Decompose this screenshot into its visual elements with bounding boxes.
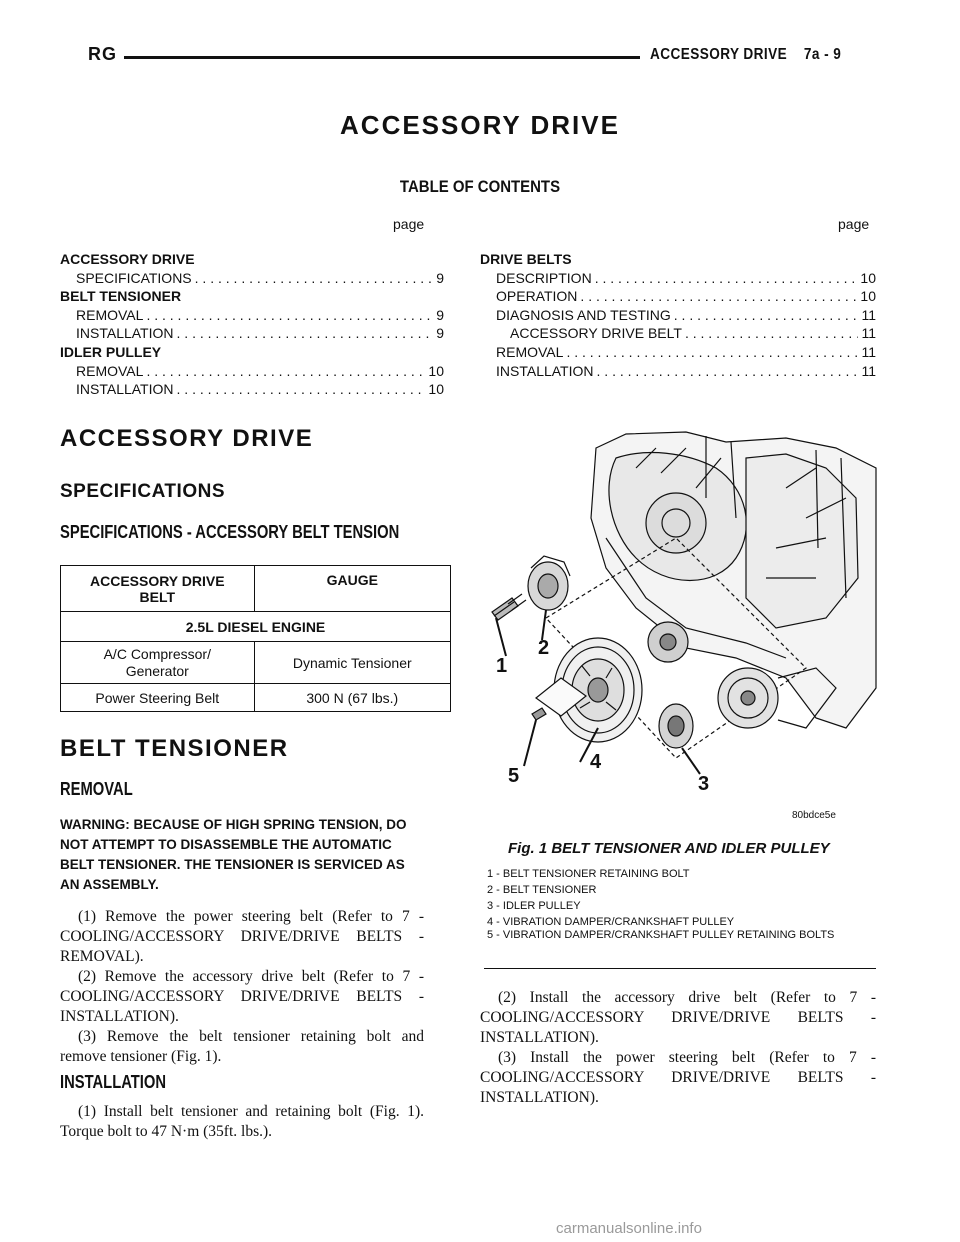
header-section-code: RG [88,44,117,64]
toc-entry[interactable] [480,287,876,306]
belt-tensioner-figure [486,428,878,808]
warning-text: WARNING: BECAUSE OF HIGH SPRING TENSION, DO NOT ATTEMPT TO DISASSEMBLE THE AUTOMATIC BELT TENSIONER. THE TENSIONER IS SERVICED AS AN ASSEMBLY. [60,817,407,892]
toc-page-label-right: page [838,216,870,232]
legend-item: 2 - BELT TENSIONER [487,884,597,896]
toc-entry-label: OPERATION [496,288,578,305]
toc-entry[interactable] [60,269,444,288]
toc-entry-page: 11 [861,306,876,323]
table-cell: A/C Compressor/ Generator [61,642,255,684]
toc-entry-label: DRIVE BELTS [480,251,572,267]
toc-leader-dots [177,380,426,399]
installation-step-1: (1) Install belt tensioner and retaining bolt (Fig. 1). Torque bolt to 47 N·m (35ft. lbs.). [60,1103,424,1140]
toc-entry[interactable] [60,250,444,269]
removal-steps [60,907,424,1067]
toc-leader-dots [146,362,425,381]
table-cell: Power Steering Belt [61,684,255,712]
page-title: ACCESSORY DRIVE [340,110,620,140]
toc-entry[interactable] [60,287,444,306]
header-rule [124,56,640,59]
header-page-ref: ACCESSORY DRIVE 7a - 9 [650,46,842,63]
toc-entry-page: 11 [861,362,876,379]
toc-left-column [60,250,444,399]
toc-entry-label: ACCESSORY DRIVE BELT [510,325,682,342]
toc-leader-dots [685,324,859,343]
step-text: (3) Remove the belt tensioner retaining bolt and remove tensioner (Fig. 1). [60,1028,424,1065]
toc-entry-label: DIAGNOSIS AND TESTING [496,306,671,323]
toc-entry-page: 10 [860,269,876,286]
subheading-specifications: SPECIFICATIONS [60,481,225,502]
step-text: (3) Install the power steering belt (Refer to 7 - COOLING/ACCESSORY DRIVE/DRIVE BELTS - INSTALLATION). [480,1049,876,1106]
toc-entry[interactable] [60,343,444,362]
belt-tension-table [60,565,451,712]
subheading-installation: INSTALLATION [60,1072,167,1092]
legend-item: 1 - BELT TENSIONER RETAINING BOLT [487,868,690,880]
step-text: (2) Remove the accessory drive belt (Refer to 7 - COOLING/ACCESSORY DRIVE/DRIVE BELTS - INSTALLATION). [60,968,424,1025]
toc-entry-page: 9 [436,306,444,323]
section-heading-belt-tensioner: BELT TENSIONER [60,735,289,762]
toc-entry-page: 11 [861,343,876,360]
section-heading-accessory-drive: ACCESSORY DRIVE [60,425,314,452]
legend-item: 3 - IDLER PULLEY [487,900,581,912]
figure-callout: 2 [538,637,550,659]
toc-page-label-left: page [393,216,425,232]
toc-leader-dots [597,362,859,381]
toc-entry[interactable] [60,324,444,343]
toc-right-column [480,250,876,380]
installation-steps-continued [480,988,876,1108]
subheading-removal: REMOVAL [60,779,133,799]
toc-entry-label: IDLER PULLEY [60,343,162,360]
table-group-row: 2.5L DIESEL ENGINE [61,612,451,642]
toc-leader-dots [674,306,859,325]
toc-entry-label: INSTALLATION [76,325,174,342]
toc-entry-label: SPECIFICATIONS [76,269,192,286]
table-header-belt: ACCESSORY DRIVE BELT [61,566,255,612]
toc-leader-dots [580,287,857,306]
toc-entry[interactable] [480,343,876,362]
toc-entry-page: 9 [436,269,444,286]
toc-entry[interactable] [480,306,876,325]
step-text: (2) Install the accessory drive belt (Refer to 7 - COOLING/ACCESSORY DRIVE/DRIVE BELTS - INSTALLATION). [480,989,876,1046]
figure-title: Fig. 1 BELT TENSIONER AND IDLER PULLEY [508,840,830,857]
toc-leader-dots [566,343,858,362]
legend-item: 4 - VIBRATION DAMPER/CRANKSHAFT PULLEY [487,916,735,928]
step-text: (1) Remove the power steering belt (Refer to 7 - COOLING/ACCESSORY DRIVE/DRIVE BELTS - REMOVAL). [60,908,424,965]
figure-callout: 4 [590,751,602,773]
table-cell: Dynamic Tensioner [254,642,450,684]
toc-entry-label: INSTALLATION [496,362,594,379]
toc-entry-page: 10 [860,288,876,305]
toc-entry-label: REMOVAL [76,362,144,379]
toc-heading: TABLE OF CONTENTS [399,177,561,196]
toc-entry-label: INSTALLATION [76,381,174,398]
toc-entry-label: ACCESSORY DRIVE [60,251,195,267]
toc-entry[interactable] [60,380,444,399]
toc-entry[interactable] [60,306,444,325]
toc-entry-label: REMOVAL [496,343,564,360]
toc-leader-dots [177,324,434,343]
toc-leader-dots [595,269,858,288]
toc-entry-page: 9 [436,325,444,342]
legend-rule [484,968,876,969]
figure-callout: 1 [496,655,508,677]
figure-callout: 5 [508,765,520,787]
figure-legend [487,866,877,941]
toc-entry-label: BELT TENSIONER [60,288,182,305]
toc-entry-label: REMOVAL [76,306,144,323]
toc-entry-page: 10 [428,362,444,379]
table-header-gauge: GAUGE [254,566,450,612]
toc-entry[interactable] [480,269,876,288]
table-cell: 300 N (67 lbs.) [254,684,450,712]
toc-leader-dots [195,269,434,288]
legend-item: 5 - VIBRATION DAMPER/CRANKSHAFT PULLEY RETAINING BOLTS [487,929,835,941]
subheading-belt-tension: SPECIFICATIONS - ACCESSORY BELT TENSION [60,522,400,542]
watermark-text: carmanualsonline.info [556,1220,702,1237]
toc-entry-label: DESCRIPTION [496,269,592,286]
toc-entry[interactable] [480,324,876,343]
toc-entry-page: 11 [861,325,876,342]
toc-entry-page: 10 [428,381,444,398]
toc-entry[interactable] [480,250,876,269]
figure-callout: 3 [698,773,710,795]
toc-entry[interactable] [60,362,444,381]
figure-id: 80bdce5e [792,810,836,821]
toc-leader-dots [146,306,433,325]
toc-entry[interactable] [480,362,876,381]
